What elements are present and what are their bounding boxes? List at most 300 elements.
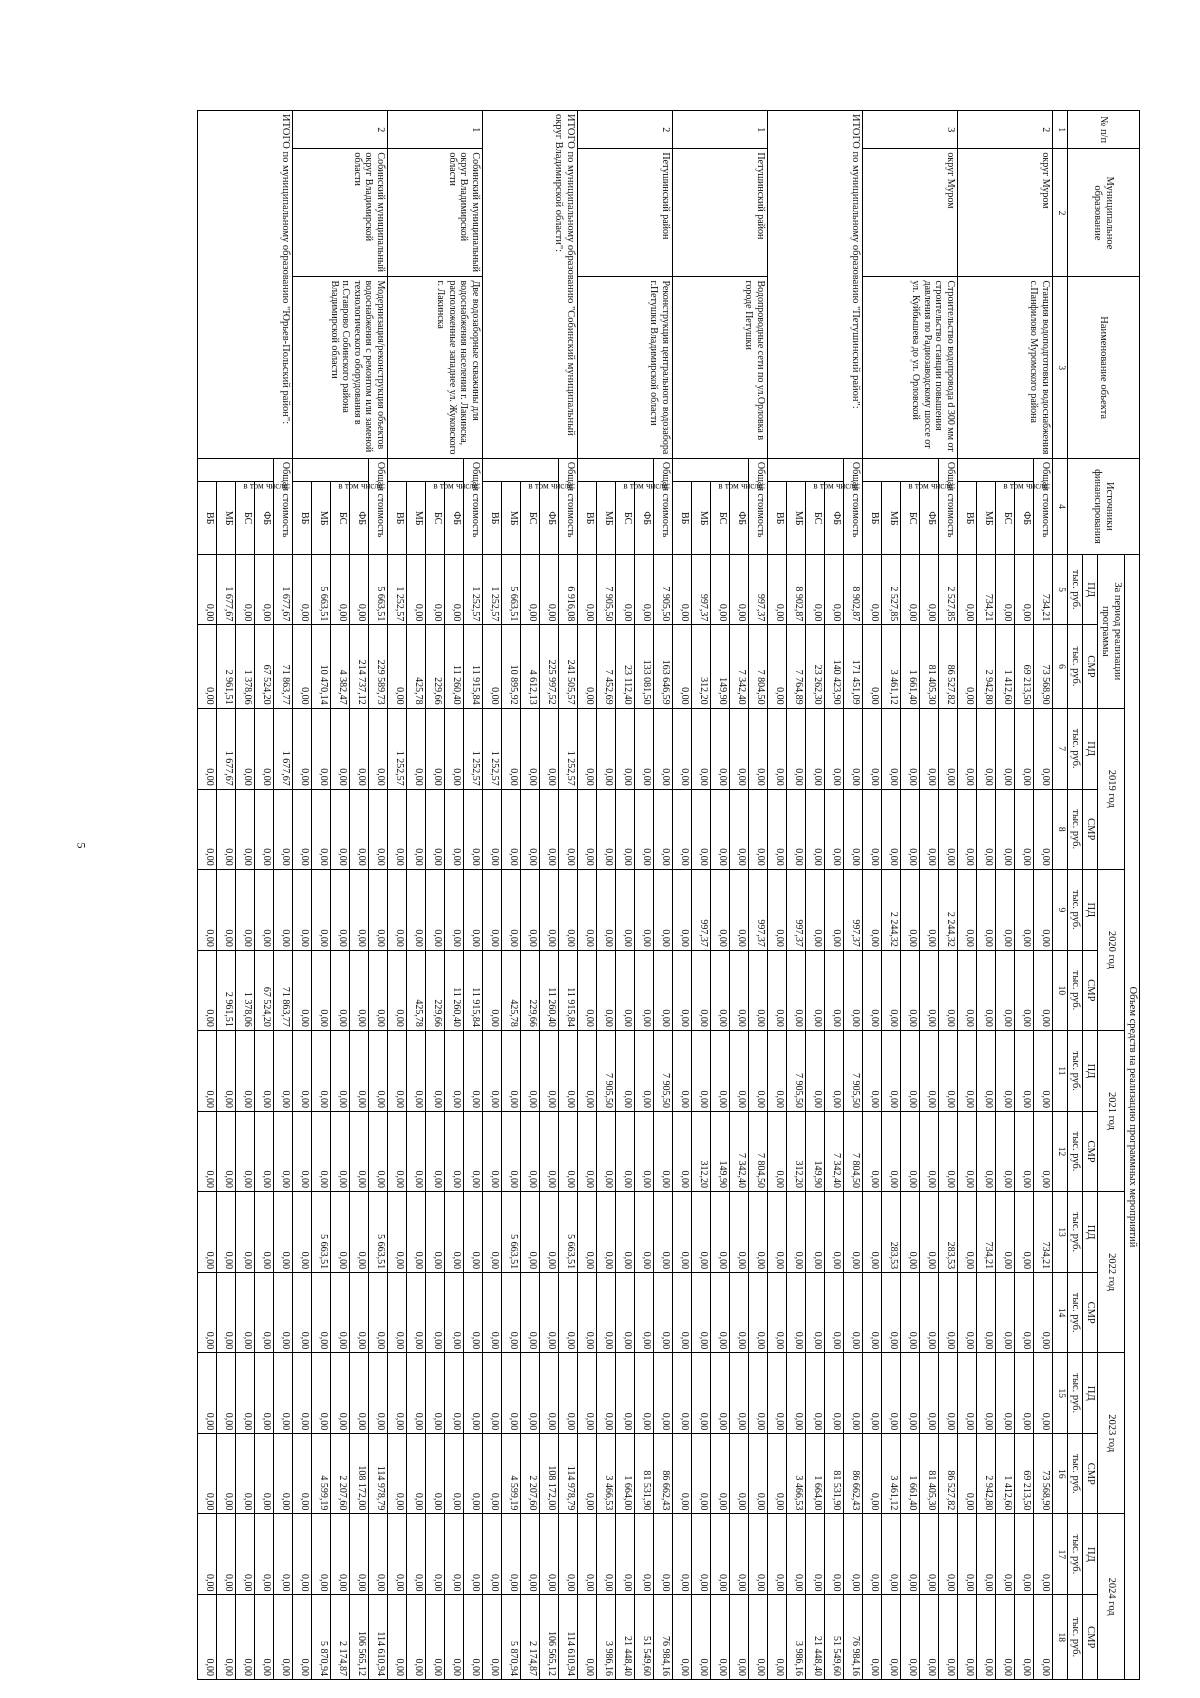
value-cell: 0,00 bbox=[938, 950, 957, 1030]
value-cell: 0,00 bbox=[444, 1192, 463, 1273]
value-cell: 0,00 bbox=[995, 1192, 1014, 1273]
value-cell: 7 342,40 bbox=[729, 625, 748, 708]
value-cell: 0,00 bbox=[577, 789, 596, 869]
column-number: 3 bbox=[1052, 277, 1067, 458]
table-header bbox=[1052, 111, 1139, 1680]
column-number: 6 bbox=[1052, 625, 1067, 708]
value-cell: 0,00 bbox=[349, 1273, 368, 1353]
value-cell: 0,00 bbox=[653, 1112, 672, 1192]
value-cell: 0,00 bbox=[463, 1030, 482, 1111]
header-unit: тыс. руб. bbox=[1067, 1514, 1082, 1595]
value-cell: 229,66 bbox=[520, 950, 539, 1030]
value-cell: 0,00 bbox=[539, 1112, 558, 1192]
value-cell: 0,00 bbox=[463, 1192, 482, 1273]
value-cell: 0,00 bbox=[824, 1353, 843, 1434]
value-cell: 0,00 bbox=[976, 1030, 995, 1111]
value-cell: 2 244,32 bbox=[881, 869, 900, 950]
source-type: БС bbox=[995, 482, 1014, 555]
value-cell: 0,00 bbox=[444, 789, 463, 869]
value-cell: 0,00 bbox=[292, 1353, 311, 1434]
value-cell: 0,00 bbox=[748, 1192, 767, 1273]
value-cell: 0,00 bbox=[406, 1030, 425, 1111]
value-cell: 0,00 bbox=[976, 1514, 995, 1595]
source-total: Общая стоимость bbox=[273, 458, 292, 554]
value-cell: 734,21 bbox=[1033, 1192, 1052, 1273]
value-cell: 0,00 bbox=[672, 1112, 691, 1192]
value-cell: 0,00 bbox=[387, 1192, 406, 1273]
value-cell: 0,00 bbox=[691, 1353, 710, 1434]
column-number: 2 bbox=[1052, 149, 1067, 277]
value-cell: 0,00 bbox=[634, 789, 653, 869]
value-cell: 0,00 bbox=[976, 789, 995, 869]
row-index: 3 bbox=[862, 111, 957, 149]
value-cell: 0,00 bbox=[748, 1030, 767, 1111]
header-unit: тыс. руб. bbox=[1067, 1030, 1082, 1111]
value-cell: 0,00 bbox=[748, 1434, 767, 1514]
value-cell: 0,00 bbox=[900, 789, 919, 869]
value-cell: 0,00 bbox=[349, 950, 368, 1030]
value-cell: 0,00 bbox=[710, 789, 729, 869]
value-cell: 1 252,57 bbox=[558, 708, 577, 789]
value-cell: 7 905,50 bbox=[653, 554, 672, 624]
table-row bbox=[843, 111, 862, 1680]
value-cell: 0,00 bbox=[805, 1353, 824, 1434]
value-cell: 0,00 bbox=[805, 789, 824, 869]
value-cell: 0,00 bbox=[216, 1112, 235, 1192]
value-cell: 0,00 bbox=[216, 1273, 235, 1353]
column-number: 1 bbox=[1052, 111, 1067, 149]
source-type: ФБ bbox=[824, 482, 843, 555]
value-cell: 0,00 bbox=[425, 789, 444, 869]
object-name: Строительство водопровода d 300 мм от строительство станции повышения давления по Радиозаводскому шоссе от ул. Куйбышева до ул. Орловской bbox=[862, 277, 957, 458]
value-cell: 0,00 bbox=[862, 554, 881, 624]
value-cell: 76 984,16 bbox=[843, 1595, 862, 1680]
value-cell: 0,00 bbox=[349, 1353, 368, 1434]
value-cell: 0,00 bbox=[824, 1273, 843, 1353]
value-cell: 1 661,40 bbox=[900, 625, 919, 708]
value-cell: 0,00 bbox=[957, 789, 976, 869]
value-cell: 0,00 bbox=[292, 708, 311, 789]
value-cell: 0,00 bbox=[216, 1595, 235, 1680]
value-cell: 0,00 bbox=[292, 1434, 311, 1514]
value-cell: 0,00 bbox=[425, 1273, 444, 1353]
value-cell: 0,00 bbox=[843, 789, 862, 869]
value-cell: 0,00 bbox=[653, 950, 672, 1030]
value-cell: 0,00 bbox=[482, 1353, 501, 1434]
value-cell: 0,00 bbox=[1014, 708, 1033, 789]
value-cell: 76 984,16 bbox=[653, 1595, 672, 1680]
in-that-number-label bbox=[387, 458, 480, 491]
value-cell: 0,00 bbox=[349, 1514, 368, 1595]
value-cell: 11 260,40 bbox=[539, 950, 558, 1030]
source-type: ВБ bbox=[577, 482, 596, 555]
value-cell: 0,00 bbox=[938, 1273, 957, 1353]
source-type: ВБ bbox=[482, 482, 501, 555]
column-number: 5 bbox=[1052, 554, 1067, 624]
value-cell: 86 527,82 bbox=[938, 1434, 957, 1514]
source-type: ФБ bbox=[349, 482, 368, 555]
value-cell: 0,00 bbox=[330, 950, 349, 1030]
value-cell: 7 342,40 bbox=[729, 1112, 748, 1192]
value-cell: 0,00 bbox=[1014, 1595, 1033, 1680]
value-cell: 0,00 bbox=[634, 1353, 653, 1434]
value-cell: 241 505,57 bbox=[558, 625, 577, 708]
value-cell: 0,00 bbox=[235, 1192, 254, 1273]
value-cell: 0,00 bbox=[292, 1192, 311, 1273]
value-cell: 0,00 bbox=[615, 869, 634, 950]
value-cell: 0,00 bbox=[235, 1273, 254, 1353]
value-cell: 0,00 bbox=[596, 950, 615, 1030]
value-cell: 0,00 bbox=[235, 1595, 254, 1680]
value-cell: 0,00 bbox=[520, 869, 539, 950]
source-type: МБ bbox=[596, 482, 615, 555]
value-cell: 0,00 bbox=[862, 1112, 881, 1192]
value-cell: 5 663,51 bbox=[311, 1192, 330, 1273]
value-cell: 0,00 bbox=[292, 1273, 311, 1353]
value-cell: 0,00 bbox=[216, 1192, 235, 1273]
value-cell: 1 664,00 bbox=[615, 1434, 634, 1514]
column-number: 10 bbox=[1052, 950, 1067, 1030]
value-cell: 0,00 bbox=[843, 1192, 862, 1273]
value-cell: 0,00 bbox=[577, 869, 596, 950]
value-cell: 0,00 bbox=[634, 950, 653, 1030]
value-cell: 0,00 bbox=[254, 1514, 273, 1595]
value-cell: 425,78 bbox=[501, 950, 520, 1030]
value-cell: 0,00 bbox=[558, 1353, 577, 1434]
value-cell: 0,00 bbox=[1033, 1514, 1052, 1595]
value-cell: 0,00 bbox=[767, 554, 786, 624]
value-cell: 0,00 bbox=[197, 625, 216, 708]
header-municipality: Муниципальное образование bbox=[1067, 149, 1139, 277]
header-year: 2019 год bbox=[1097, 708, 1124, 869]
value-cell: 0,00 bbox=[292, 789, 311, 869]
header-unit: тыс. руб. bbox=[1067, 708, 1082, 789]
value-cell: 3 466,53 bbox=[596, 1434, 615, 1514]
value-cell: 1 677,67 bbox=[273, 554, 292, 624]
column-number: 12 bbox=[1052, 1112, 1067, 1192]
value-cell: 7 905,50 bbox=[596, 554, 615, 624]
value-cell: 0,00 bbox=[729, 950, 748, 1030]
source-type: БС bbox=[520, 482, 539, 555]
value-cell: 0,00 bbox=[197, 554, 216, 624]
value-cell: 0,00 bbox=[805, 950, 824, 1030]
value-cell: 0,00 bbox=[292, 1514, 311, 1595]
value-cell: 86 662,43 bbox=[843, 1434, 862, 1514]
value-cell: 7 804,50 bbox=[748, 1112, 767, 1192]
value-cell: 0,00 bbox=[634, 554, 653, 624]
value-cell: 0,00 bbox=[273, 1434, 292, 1514]
value-cell: 1 378,06 bbox=[235, 950, 254, 1030]
value-cell: 0,00 bbox=[824, 1514, 843, 1595]
table-row bbox=[463, 111, 482, 1680]
value-cell: 11 915,84 bbox=[463, 950, 482, 1030]
value-cell: 10 895,92 bbox=[501, 625, 520, 708]
source-type: БС bbox=[615, 482, 634, 555]
value-cell: 23 262,30 bbox=[805, 625, 824, 708]
header-volume-title: Объем средств на реализацию программных мероприятий bbox=[1124, 554, 1139, 1679]
value-cell: 0,00 bbox=[919, 950, 938, 1030]
value-cell: 0,00 bbox=[596, 708, 615, 789]
value-cell: 0,00 bbox=[786, 708, 805, 789]
value-cell: 0,00 bbox=[368, 950, 387, 1030]
value-cell: 0,00 bbox=[767, 625, 786, 708]
header-unit: тыс. руб. bbox=[1067, 1192, 1082, 1273]
table-row bbox=[938, 111, 957, 1680]
landscape-content bbox=[140, 110, 1140, 1680]
value-cell: 0,00 bbox=[1014, 1192, 1033, 1273]
value-cell: 0,00 bbox=[558, 1273, 577, 1353]
value-cell: 0,00 bbox=[311, 789, 330, 869]
value-cell: 0,00 bbox=[368, 1273, 387, 1353]
value-cell: 0,00 bbox=[273, 1112, 292, 1192]
value-cell: 0,00 bbox=[653, 1514, 672, 1595]
value-cell: 0,00 bbox=[710, 1514, 729, 1595]
value-cell: 0,00 bbox=[786, 789, 805, 869]
value-cell: 0,00 bbox=[881, 950, 900, 1030]
value-cell: 0,00 bbox=[463, 789, 482, 869]
value-cell: 0,00 bbox=[292, 869, 311, 950]
value-cell: 3 461,12 bbox=[881, 1434, 900, 1514]
value-cell: 0,00 bbox=[311, 1514, 330, 1595]
value-cell: 0,00 bbox=[786, 1514, 805, 1595]
value-cell: 0,00 bbox=[577, 1353, 596, 1434]
value-cell: 0,00 bbox=[710, 869, 729, 950]
value-cell: 0,00 bbox=[197, 1192, 216, 1273]
value-cell: 0,00 bbox=[862, 1353, 881, 1434]
value-cell: 0,00 bbox=[634, 869, 653, 950]
value-cell: 0,00 bbox=[919, 1595, 938, 1680]
value-cell: 0,00 bbox=[729, 1595, 748, 1680]
value-cell: 0,00 bbox=[729, 554, 748, 624]
source-type: БС bbox=[425, 482, 444, 555]
value-cell: 0,00 bbox=[197, 1434, 216, 1514]
header-year: 2024 год bbox=[1097, 1514, 1124, 1680]
value-cell: 0,00 bbox=[805, 1514, 824, 1595]
value-cell: 0,00 bbox=[634, 1192, 653, 1273]
value-cell: 0,00 bbox=[425, 1030, 444, 1111]
source-type: ФБ bbox=[444, 482, 463, 555]
value-cell: 0,00 bbox=[957, 950, 976, 1030]
value-cell: 1 252,57 bbox=[387, 708, 406, 789]
value-cell: 0,00 bbox=[976, 1353, 995, 1434]
value-cell: 0,00 bbox=[406, 554, 425, 624]
value-cell: 0,00 bbox=[311, 869, 330, 950]
source-type: ФБ bbox=[539, 482, 558, 555]
value-cell: 0,00 bbox=[349, 1030, 368, 1111]
value-cell: 0,00 bbox=[311, 1273, 330, 1353]
source-type: ФБ bbox=[254, 482, 273, 555]
value-cell: 0,00 bbox=[254, 1112, 273, 1192]
value-cell: 0,00 bbox=[1033, 1353, 1052, 1434]
in-that-number-text: в том числе: bbox=[243, 480, 290, 491]
source-type: БС bbox=[710, 482, 729, 555]
header-smr: СМР bbox=[1082, 789, 1097, 869]
value-cell: 0,00 bbox=[577, 1434, 596, 1514]
value-cell: 225 997,52 bbox=[539, 625, 558, 708]
value-cell: 0,00 bbox=[615, 1192, 634, 1273]
header-index: № п/п bbox=[1067, 111, 1139, 149]
header-pd: ПД bbox=[1082, 1192, 1097, 1273]
value-cell: 0,00 bbox=[824, 869, 843, 950]
column-number: 15 bbox=[1052, 1353, 1067, 1434]
value-cell: 0,00 bbox=[596, 869, 615, 950]
value-cell: 0,00 bbox=[710, 1595, 729, 1680]
value-cell: 0,00 bbox=[482, 1030, 501, 1111]
value-cell: 0,00 bbox=[805, 1192, 824, 1273]
value-cell: 0,00 bbox=[463, 1353, 482, 1434]
in-that-number-label bbox=[292, 458, 385, 491]
value-cell: 2 207,60 bbox=[330, 1434, 349, 1514]
value-cell: 0,00 bbox=[501, 1112, 520, 1192]
table-row bbox=[273, 111, 292, 1680]
value-cell: 734,21 bbox=[976, 554, 995, 624]
value-cell: 0,00 bbox=[216, 1434, 235, 1514]
value-cell: 7 804,50 bbox=[748, 625, 767, 708]
value-cell: 0,00 bbox=[349, 869, 368, 950]
table-row bbox=[558, 111, 577, 1680]
value-cell: 997,37 bbox=[748, 554, 767, 624]
header-object: Наименование объекта bbox=[1067, 277, 1139, 458]
value-cell: 1 412,60 bbox=[995, 1434, 1014, 1514]
header-unit: тыс. руб. bbox=[1067, 1434, 1082, 1514]
header-smr: СМР bbox=[1082, 625, 1097, 708]
value-cell: 0,00 bbox=[615, 789, 634, 869]
value-cell: 0,00 bbox=[273, 1030, 292, 1111]
value-cell: 0,00 bbox=[957, 1112, 976, 1192]
header-year: 2023 год bbox=[1097, 1353, 1124, 1514]
row-index: 2 bbox=[957, 111, 1052, 149]
value-cell: 0,00 bbox=[843, 1514, 862, 1595]
value-cell: 0,00 bbox=[995, 1514, 1014, 1595]
value-cell: 214 737,12 bbox=[349, 625, 368, 708]
value-cell: 0,00 bbox=[653, 1192, 672, 1273]
value-cell: 0,00 bbox=[349, 554, 368, 624]
value-cell: 0,00 bbox=[482, 1514, 501, 1595]
value-cell: 0,00 bbox=[330, 1030, 349, 1111]
object-name: Две водозаборные скважины для водоснабжения населения г. Лакинска, расположенные западнее ул. Жуковского г. Лакинска bbox=[387, 277, 482, 458]
value-cell: 114 978,79 bbox=[368, 1434, 387, 1514]
value-cell: 86 527,82 bbox=[938, 625, 957, 708]
value-cell: 0,00 bbox=[938, 1595, 957, 1680]
value-cell: 7 452,69 bbox=[596, 625, 615, 708]
value-cell: 7 804,50 bbox=[843, 1112, 862, 1192]
value-cell: 0,00 bbox=[615, 1514, 634, 1595]
source-total: Общая стоимость bbox=[938, 458, 957, 554]
value-cell: 0,00 bbox=[273, 1514, 292, 1595]
value-cell: 0,00 bbox=[216, 1353, 235, 1434]
value-cell: 425,78 bbox=[406, 625, 425, 708]
value-cell: 0,00 bbox=[577, 1514, 596, 1595]
value-cell: 11 260,40 bbox=[444, 625, 463, 708]
value-cell: 0,00 bbox=[672, 708, 691, 789]
source-type: ВБ bbox=[862, 482, 881, 555]
value-cell: 0,00 bbox=[919, 1030, 938, 1111]
value-cell: 0,00 bbox=[900, 1192, 919, 1273]
in-that-number-label bbox=[482, 458, 575, 491]
value-cell: 0,00 bbox=[862, 1514, 881, 1595]
value-cell: 0,00 bbox=[615, 1273, 634, 1353]
header-smr: СМР bbox=[1082, 1273, 1097, 1353]
source-type: БС bbox=[235, 482, 254, 555]
value-cell: 0,00 bbox=[862, 1273, 881, 1353]
value-cell: 0,00 bbox=[577, 708, 596, 789]
value-cell: 5 870,94 bbox=[501, 1595, 520, 1680]
value-cell: 283,53 bbox=[881, 1192, 900, 1273]
value-cell: 0,00 bbox=[235, 1434, 254, 1514]
value-cell: 0,00 bbox=[976, 869, 995, 950]
value-cell: 0,00 bbox=[406, 1273, 425, 1353]
header-pd: ПД bbox=[1082, 869, 1097, 950]
source-type: БС bbox=[805, 482, 824, 555]
value-cell: 0,00 bbox=[843, 1273, 862, 1353]
value-cell: 0,00 bbox=[482, 1273, 501, 1353]
value-cell: 0,00 bbox=[539, 708, 558, 789]
value-cell: 67 524,20 bbox=[254, 625, 273, 708]
value-cell: 0,00 bbox=[824, 708, 843, 789]
value-cell: 0,00 bbox=[368, 1030, 387, 1111]
value-cell: 0,00 bbox=[710, 1353, 729, 1434]
value-cell: 0,00 bbox=[235, 554, 254, 624]
value-cell: 0,00 bbox=[957, 625, 976, 708]
value-cell: 0,00 bbox=[406, 1514, 425, 1595]
value-cell: 0,00 bbox=[653, 789, 672, 869]
value-cell: 0,00 bbox=[995, 869, 1014, 950]
value-cell: 0,00 bbox=[330, 1353, 349, 1434]
value-cell: 0,00 bbox=[254, 869, 273, 950]
value-cell: 0,00 bbox=[539, 1192, 558, 1273]
value-cell: 2 244,32 bbox=[938, 869, 957, 950]
value-cell: 0,00 bbox=[938, 1112, 957, 1192]
value-cell: 0,00 bbox=[539, 1514, 558, 1595]
value-cell: 0,00 bbox=[748, 789, 767, 869]
value-cell: 0,00 bbox=[235, 708, 254, 789]
value-cell: 0,00 bbox=[919, 1273, 938, 1353]
source-type: МБ bbox=[311, 482, 330, 555]
value-cell: 0,00 bbox=[881, 1030, 900, 1111]
source-type: БС bbox=[330, 482, 349, 555]
value-cell: 1 252,57 bbox=[463, 554, 482, 624]
source-total: Общая стоимость bbox=[1033, 458, 1052, 554]
value-cell: 0,00 bbox=[425, 1434, 444, 1514]
column-number: 18 bbox=[1052, 1595, 1067, 1680]
value-cell: 0,00 bbox=[216, 1514, 235, 1595]
value-cell: 0,00 bbox=[444, 1353, 463, 1434]
value-cell: 0,00 bbox=[1033, 1030, 1052, 1111]
value-cell: 0,00 bbox=[748, 708, 767, 789]
value-cell: 0,00 bbox=[634, 1273, 653, 1353]
value-cell: 0,00 bbox=[197, 1030, 216, 1111]
value-cell: 0,00 bbox=[501, 708, 520, 789]
value-cell: 0,00 bbox=[672, 554, 691, 624]
value-cell: 0,00 bbox=[558, 1514, 577, 1595]
value-cell: 0,00 bbox=[387, 1434, 406, 1514]
value-cell: 0,00 bbox=[957, 869, 976, 950]
value-cell: 0,00 bbox=[824, 1192, 843, 1273]
value-cell: 312,20 bbox=[786, 1112, 805, 1192]
header-total-period: За период реализации программы bbox=[1097, 554, 1124, 708]
in-that-number-text: в том числе: bbox=[908, 480, 955, 491]
value-cell: 0,00 bbox=[653, 708, 672, 789]
value-cell: 0,00 bbox=[805, 708, 824, 789]
value-cell: 0,00 bbox=[710, 950, 729, 1030]
value-cell: 0,00 bbox=[786, 950, 805, 1030]
value-cell: 0,00 bbox=[900, 1595, 919, 1680]
value-cell: 1 412,60 bbox=[995, 625, 1014, 708]
header-unit: тыс. руб. bbox=[1067, 789, 1082, 869]
column-number: 17 bbox=[1052, 1514, 1067, 1595]
value-cell: 0,00 bbox=[387, 1353, 406, 1434]
value-cell: 0,00 bbox=[729, 1030, 748, 1111]
